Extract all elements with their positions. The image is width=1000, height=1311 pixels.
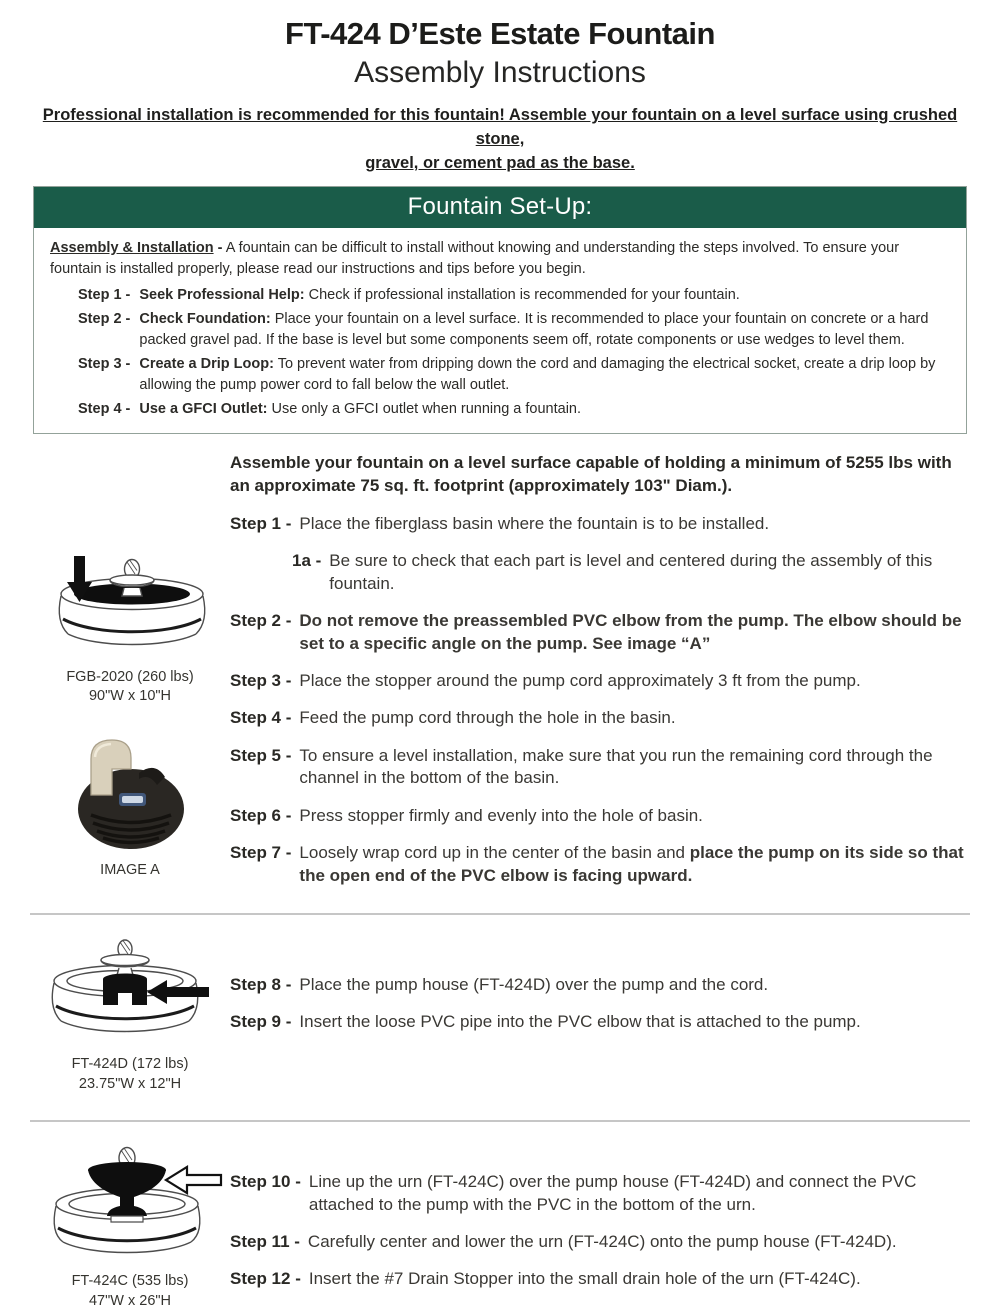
setup-intro-separator: - [217, 239, 223, 256]
pump-house-shape [103, 974, 147, 1006]
section1-figures [30, 452, 230, 887]
urn-caption: FT-424C (535 lbs) 47"W x 26"H [71, 1273, 189, 1309]
page-title: FT-424 D’Este Estate Fountain [285, 16, 715, 51]
setup-box-header: Fountain Set-Up: [34, 187, 966, 228]
setup-intro-text: A fountain can be difficult to install without knowing and understanding the steps involved. To ensure your fountain is installed properly, please read our instructions and tips before you begin. [50, 239, 900, 277]
urn-line-drawing [35, 1142, 225, 1264]
step-2: Step 2 - Do not remove the preassembled PVC elbow from the pump. The elbow should be set to a specific angle on the pump. See image “A” [230, 611, 962, 653]
setup-step-3 [78, 354, 950, 396]
section2-figure [30, 937, 230, 1094]
step-12: Step 12 - Insert the #7 Drain Stopper into the small drain hole of the urn (FT-424C). [230, 1269, 861, 1289]
section1-steps [230, 452, 970, 887]
step-1: Step 1 - Place the fiberglass basin where the fountain is to be installed. [230, 513, 770, 533]
setup-step-1-text: Seek Professional Help: Check if professional installation is recommended for your fountain. [139, 286, 740, 303]
step-11: Step 11 - Carefully center and lower the urn (FT-424C) onto the pump house (FT-424D). [230, 1232, 897, 1252]
section-urn [0, 1142, 1000, 1311]
setup-step-1 [78, 285, 950, 306]
warning-line-1: Professional installation is recommended for this fountain! Assemble your fountain on a level surface using crushed stone, [42, 106, 958, 148]
setup-box [33, 186, 967, 434]
step-6: Step 6 - Press stopper firmly and evenly into the hole of basin. [230, 805, 703, 825]
setup-box-body [34, 228, 966, 433]
section-basin-and-pump [0, 452, 1000, 887]
step-10: Step 10 - Line up the urn (FT-424C) over the pump house (FT-424D) and connect the PVC attached to the pump with the PVC in the bottom of the urn. [230, 1172, 917, 1214]
section3-steps [230, 1142, 970, 1311]
setup-intro [50, 238, 950, 280]
setup-intro-label: Assembly & Installation [50, 239, 214, 256]
outline-arrow-icon [166, 1167, 221, 1193]
section-divider-2 [30, 1120, 970, 1122]
setup-step-4-label: Step 4 - [78, 400, 131, 417]
page-subtitle: Assembly Instructions [354, 56, 646, 89]
setup-step-2-text: Check Foundation: Place your fountain on a level surface. It is recommended to place your fountain on concrete or a hard packed gravel pad. If the base is level but some components seem off, rotate components or use wedges to level them. [139, 310, 929, 348]
step-3: Step 3 - Place the stopper around the pump cord approximately 3 ft from the pump. [230, 670, 861, 690]
pump-photo-illustration [69, 733, 191, 853]
section-divider-1 [30, 913, 970, 915]
section3-figure [30, 1142, 230, 1311]
document-page [0, 16, 1000, 1309]
step-4: Step 4 - Feed the pump cord through the hole in the basin. [230, 708, 676, 728]
setup-step-4-text: Use a GFCI Outlet: Use only a GFCI outlet when running a fountain. [139, 400, 582, 417]
setup-step-2 [78, 309, 950, 351]
warning-line-2: gravel, or cement pad as the base. [365, 153, 635, 172]
basin-caption: FGB-2020 (260 lbs) 90"W x 10"H [66, 668, 194, 705]
setup-step-1-label: Step 1 - [78, 286, 131, 303]
setup-step-3-text: Create a Drip Loop: To prevent water from dripping down the cord and damaging the electrical socket, create a drip loop by allowing the pump power cord to fall below the wall outlet. [139, 355, 936, 393]
step-5: Step 5 - To ensure a level installation, make sure that you run the remaining cord through the channel in the bottom of the basin. [230, 745, 933, 788]
pump-house-line-drawing [37, 937, 223, 1047]
step-7: Step 7 - Loosely wrap cord up in the center of the basin and place the pump on its side so that the open end of the PVC elbow is facing upward. [230, 843, 964, 885]
section2-steps [230, 937, 970, 1094]
setup-step-2-label: Step 2 - [78, 310, 131, 327]
step-1a: 1a - Be sure to check that each part is level and centered during the assembly of this fountain. [292, 551, 933, 593]
setup-step-3-label: Step 3 - [78, 355, 131, 372]
image-a-caption: IMAGE A [100, 862, 160, 879]
warning-text [24, 104, 976, 176]
section-pump-house [0, 937, 1000, 1094]
step-9: Step 9 - Insert the loose PVC pipe into the PVC elbow that is attached to the pump. [230, 1012, 861, 1032]
step-8: Step 8 - Place the pump house (FT-424D) over the pump and the cord. [230, 975, 769, 995]
section1-intro: Assemble your fountain on a level surface capable of holding a minimum of 5255 lbs with an approximate 75 sq. ft. footprint (approximately 103" Diam.). [230, 452, 952, 495]
basin-line-drawing [44, 556, 216, 660]
pump-house-caption: FT-424D (172 lbs) 23.75"W x 12"H [71, 1056, 189, 1092]
setup-step-4 [78, 399, 950, 420]
